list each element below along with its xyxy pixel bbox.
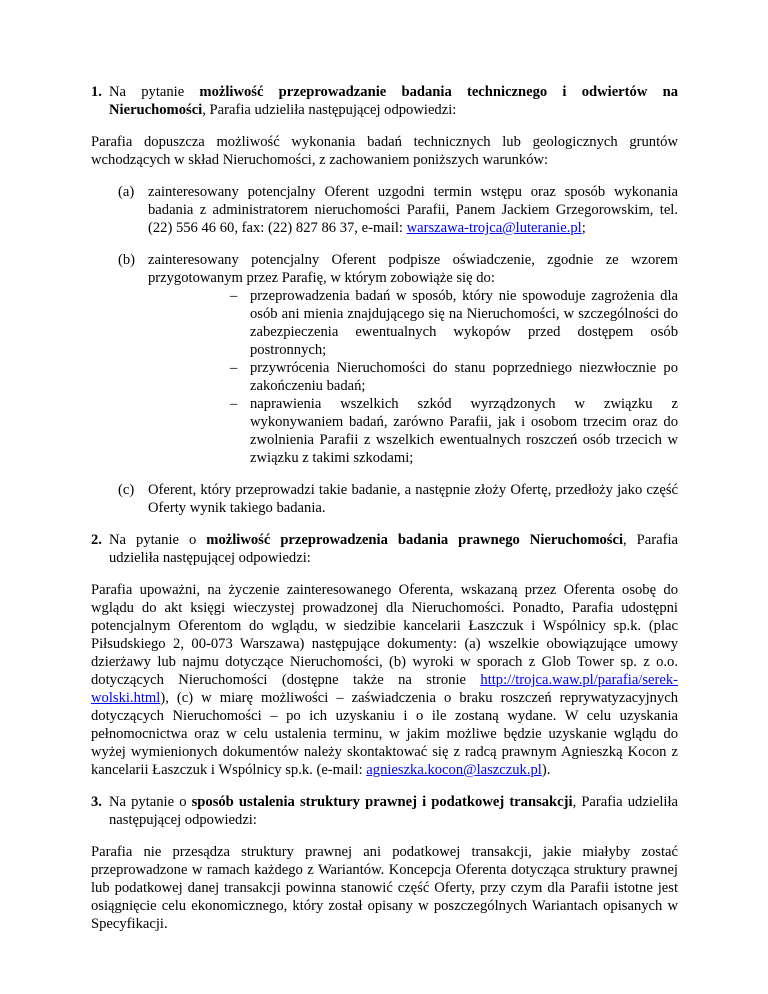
dash-bullet: – bbox=[230, 288, 238, 304]
website-link[interactable]: http://trojca.waw.pl/parafia/serek-wolski.html bbox=[91, 672, 678, 706]
dash-bullet: – bbox=[230, 396, 238, 412]
question-1 bbox=[91, 83, 678, 119]
item-number: 1. bbox=[91, 84, 102, 100]
question-3 bbox=[91, 793, 678, 829]
condition-b bbox=[91, 251, 678, 287]
condition-a bbox=[91, 183, 678, 237]
question-topic: sposób ustalenia struktury prawnej i podatkowej transakcji bbox=[191, 794, 573, 810]
list-item bbox=[91, 395, 678, 467]
answer-3: Parafia nie przesądza struktury prawnej ani podatkowej transakcji, jakie miałyby zostać przeprowadzone w ramach każdego z Wariantów. Koncepcja Oferenta dotycząca struktury prawnej lub podatkowej danej transakcji powinna stanowić część Oferty, przy czym dla Parafii istotne jest osiągnięcie celu ekonomicznego, który został opisany w poszczególnych Wariantach opisanych w Specyfikacji. bbox=[91, 844, 678, 932]
text: Na pytanie o bbox=[109, 532, 207, 548]
text: przywrócenia Nieruchomości do stanu poprzedniego niezwłocznie po zakończeniu badań; bbox=[250, 360, 678, 394]
document-body bbox=[91, 83, 678, 947]
text: naprawienia wszelkich szkód wyrządzonych w związku z wykonywaniem badań, zarówno Parafii, jak i osobom trzecim oraz do zwolnienia Parafii z wszelkich ewentualnych roszczeń osób trzecich w związku z takimi szkodami; bbox=[250, 396, 678, 466]
text: ). bbox=[541, 762, 551, 778]
text: , Parafia udzieliła następującej odpowiedzi: bbox=[109, 794, 678, 828]
condition-b-items bbox=[91, 287, 678, 467]
dash-bullet: – bbox=[230, 360, 238, 376]
email-link[interactable]: warszawa-trojca@luteranie.pl bbox=[406, 220, 582, 236]
text: przeprowadzenia badań w sposób, który nie spowoduje zagrożenia dla osób ani mienia znajdującego się na Nieruchomości, w szczególności do zabezpieczenia ewentualnych wykopów przed dostępem osób postronnych; bbox=[250, 288, 678, 358]
text: ), (c) w miarę możliwości – zaświadczenia o braku roszczeń reprywatyzacyjnych dotyczących Nieruchomości – po ich uzyskaniu i o ile zostaną wydane. W celu uzyskania pełnomocnictwa oraz w celu ustalenia terminu, w jakim możliwe będzie uzyskanie wglądu do wyżej wymienionych dokumentów należy skontaktować się z radcą prawnym Agnieszką Kocon z kancelarii Łaszczuk i Wspólnicy sp.k. (e-mail: bbox=[91, 690, 678, 778]
item-number: 3. bbox=[91, 794, 102, 810]
list-label: (b) bbox=[118, 252, 136, 268]
question-2 bbox=[91, 531, 678, 567]
answer-1-intro: Parafia dopuszcza możliwość wykonania badań technicznych lub geologicznych gruntów wchodzących w skład Nieruchomości, z zachowaniem poniższych warunków: bbox=[91, 134, 678, 168]
list-label: (c) bbox=[118, 482, 135, 498]
text: ; bbox=[581, 220, 586, 236]
text: Oferent, który przeprowadzi takie badanie, a następnie złoży Ofertę, przedłoży jako część Oferty wynik takiego badania. bbox=[148, 482, 678, 516]
list-label: (a) bbox=[118, 184, 135, 200]
condition-c bbox=[91, 481, 678, 517]
text: zainteresowany potencjalny Oferent podpisze oświadczenie, zgodnie ze wzorem przygotowanym przez Parafię, w którym zobowiąże się do: bbox=[148, 252, 678, 286]
text: Na pytanie o bbox=[109, 794, 192, 810]
email-link[interactable]: agnieszka.kocon@laszczuk.pl bbox=[366, 762, 542, 778]
list-item bbox=[91, 287, 678, 359]
item-number: 2. bbox=[91, 532, 102, 548]
text: , Parafia udzieliła następującej odpowiedzi: bbox=[202, 102, 457, 118]
list-item bbox=[91, 359, 678, 395]
question-topic: możliwość przeprowadzenia badania prawnego Nieruchomości bbox=[206, 532, 624, 548]
text: , Parafia udzieliła następującej odpowiedzi: bbox=[109, 532, 678, 566]
question-topic: możliwość przeprowadzanie badania technicznego i odwiertów na Nieruchomości bbox=[109, 84, 678, 118]
text: zainteresowany potencjalny Oferent uzgodni termin wstępu oraz sposób wykonania badania z administratorem nieruchomości Parafii, Panem Jackiem Grzegorowskim, tel. (22) 556 46 60, fax: (22) 827 86 37, e-mail: bbox=[148, 184, 678, 236]
text: Parafia upoważni, na życzenie zainteresowanego Oferenta, wskazaną przez Oferenta osobę do wglądu do akt księgi wieczystej prowadzonej dla Nieruchomości. Ponadto, Parafia udostępni potencjalnym Oferentom do wglądu, w siedzibie kancelarii Łaszczuk i Wspólnicy sp.k. (plac Piłsudskiego 2, 00-073 Warszawa) następujące dokumenty: (a) wszelkie obowiązujące umowy dzierżawy lub najmu dotyczące Nieruchomości, (b) wyroki w sporach z Glob Tower sp. z o.o. dotyczących Nieruchomości (dostępne także na stronie bbox=[91, 582, 678, 688]
text: Na pytanie bbox=[109, 84, 200, 100]
answer-2 bbox=[91, 581, 678, 779]
